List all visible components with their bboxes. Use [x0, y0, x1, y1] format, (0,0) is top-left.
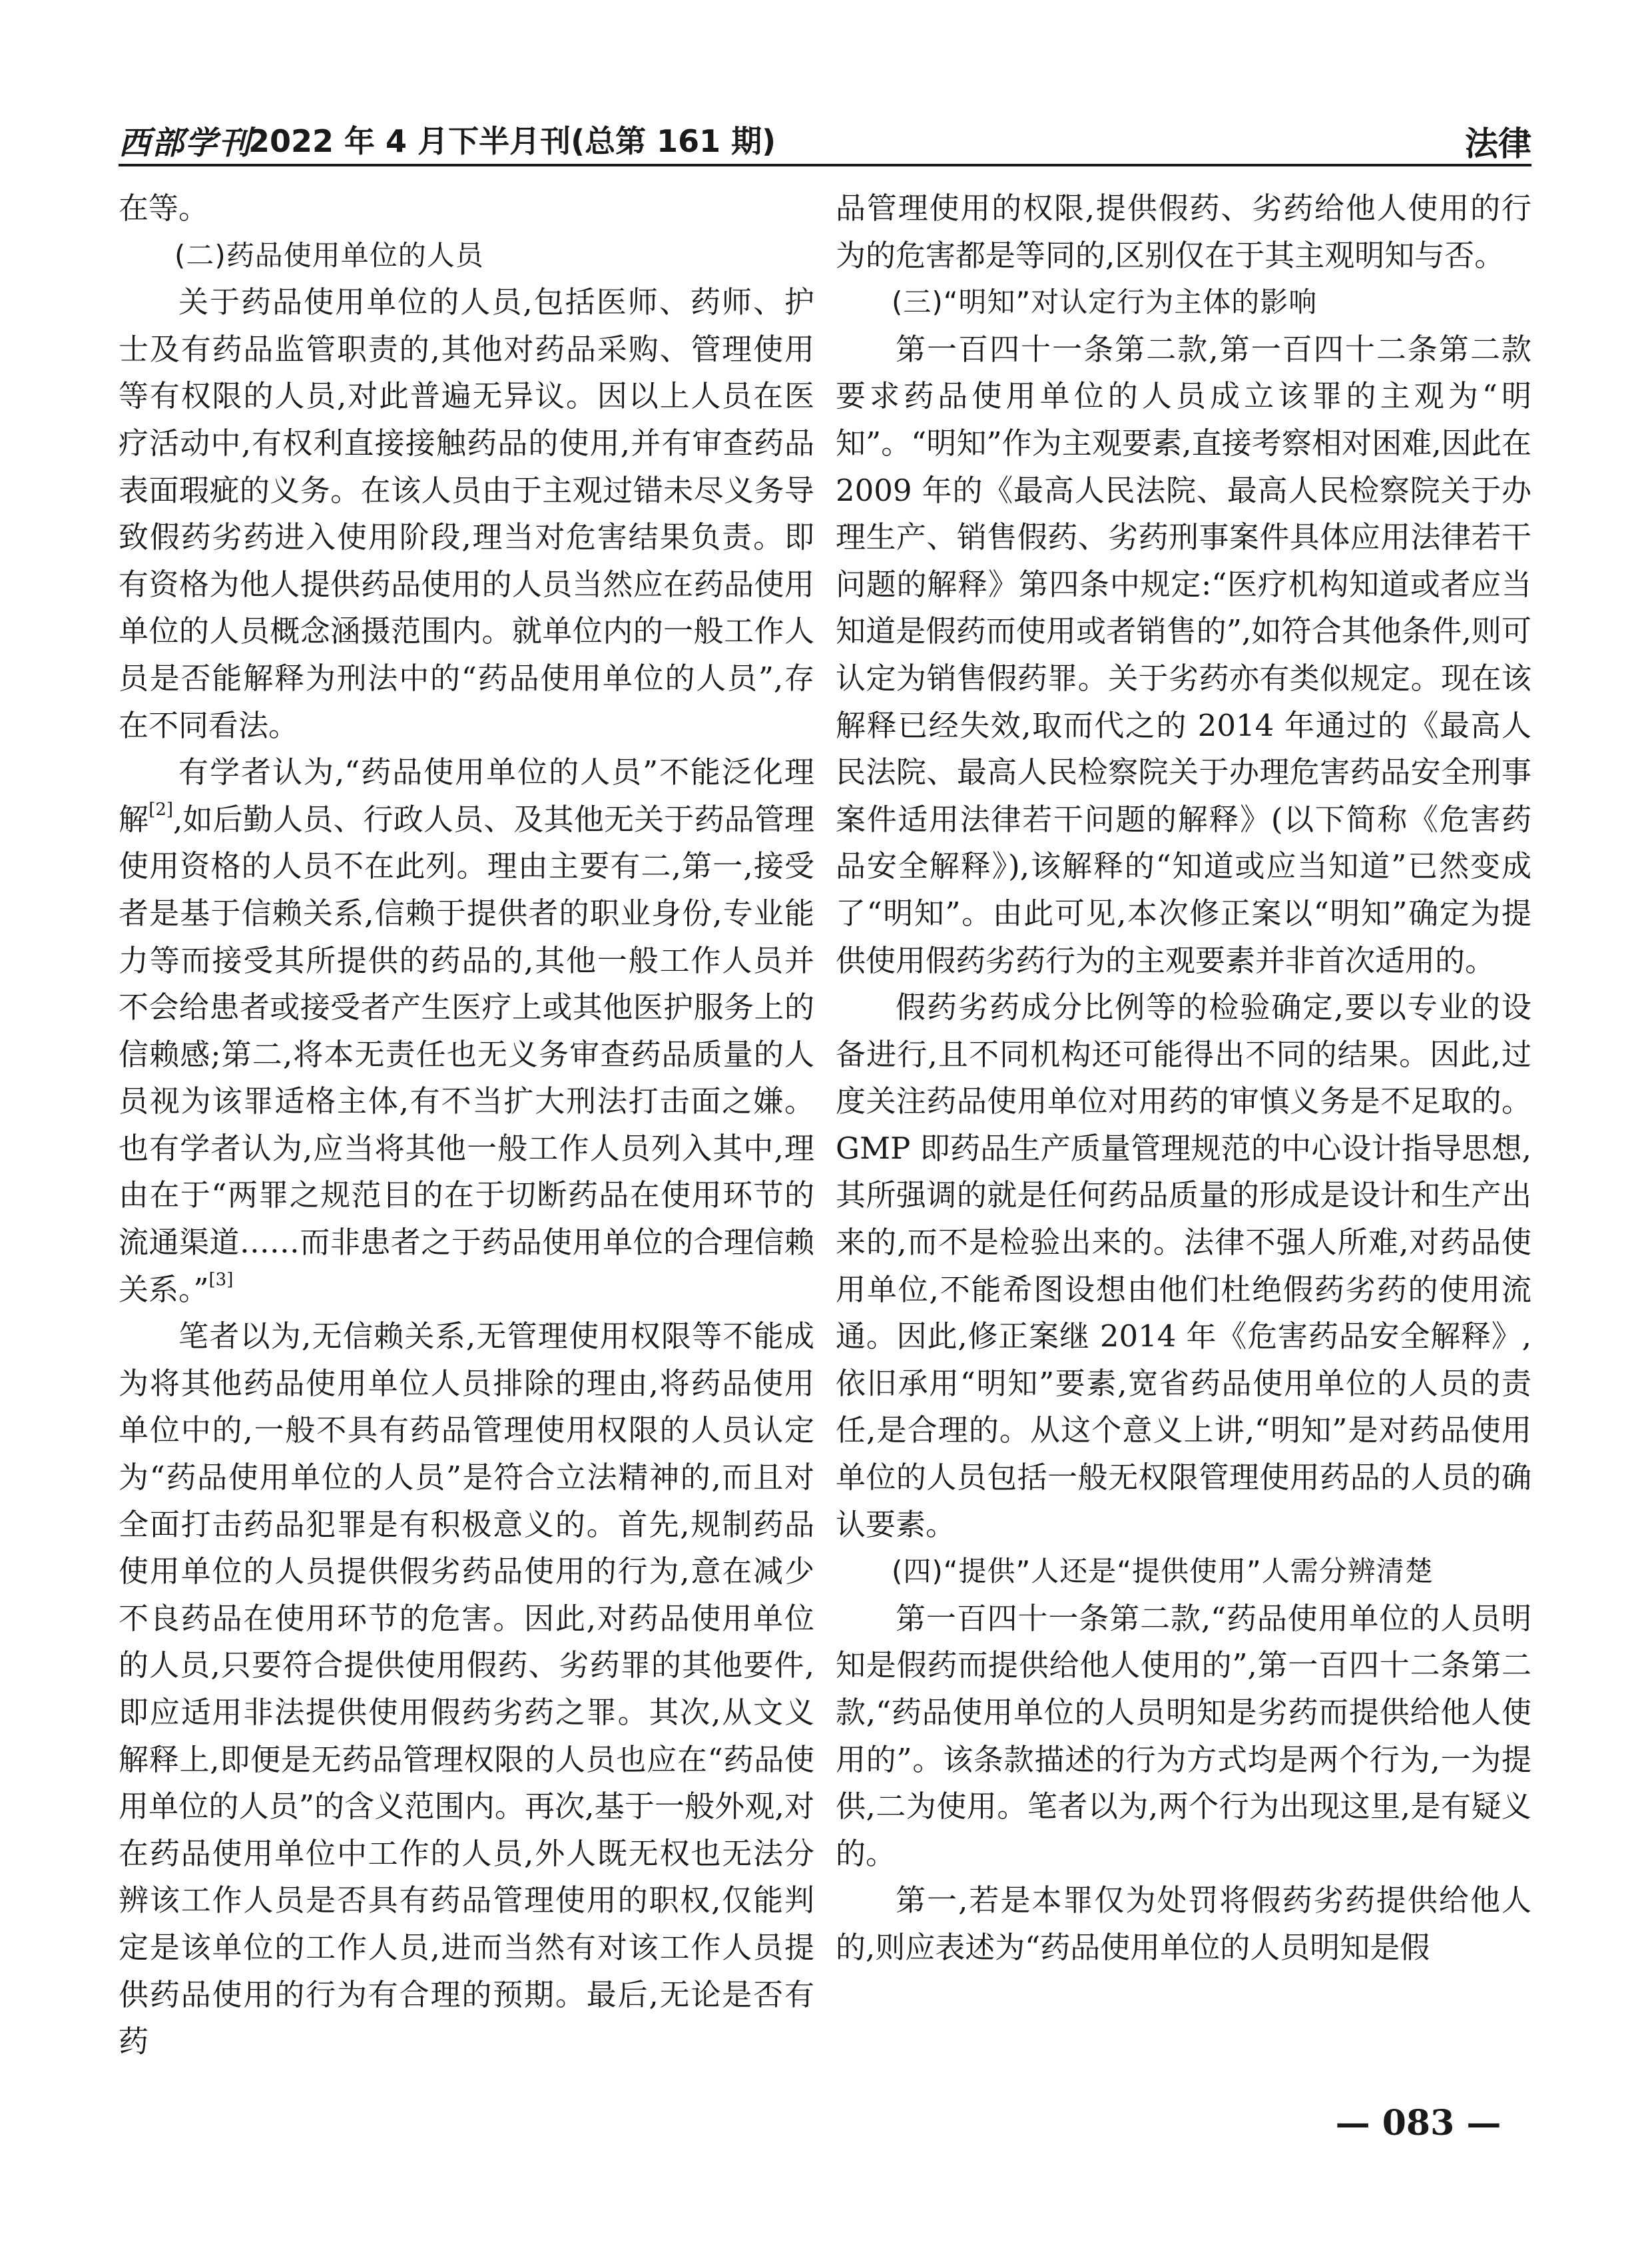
section-name: 法律	[1465, 125, 1531, 163]
citation: [3]	[208, 1269, 234, 1290]
subsection-heading: (二)药品使用单位的人员	[174, 238, 484, 272]
paragraph: 第一百四十一条第二款,“药品使用单位的人员明知是假药而提供给他人使用的”,第一百四十二条第二款,“药品使用单位的人员明知是劣药而提供给他人使用的”。该条款描述的行为方式均是两个行为,一为提供,二为使用。笔者以为,两个行为出现这里,是有疑义的。	[836, 1600, 1531, 1871]
subsection-heading: (三)“明知”对认定行为主体的影响	[892, 286, 1318, 319]
subsection-heading: (四)“提供”人还是“提供使用”人需分辨清楚	[892, 1555, 1434, 1588]
journal-logo: 西部学刊	[119, 125, 252, 162]
paragraph: 在等。	[119, 190, 209, 226]
paragraph: 关于药品使用单位的人员,包括医师、药师、护士及有药品监管职责的,其他对药品采购、管理使用等有权限的人员,对此普遍无异议。因以上人员在医疗活动中,有权利直接接触药品的使用,并有审查药品表面瑕疵的义务。在该人员由于主观过错未尽义务导致假药劣药进入使用阶段,理当对危害结果负责。即有资格为他人提供药品使用的人员当然应在药品使用单位的人员概念涵摄范围内。就单位内的一般工作人员是否能解释为刑法中的“药品使用单位的人员”,存在不同看法。	[119, 284, 814, 743]
paragraph: 第一,若是本罪仅为处罚将假药劣药提供给他人的,则应表述为“药品使用单位的人员明知是假	[836, 1882, 1531, 1965]
citation: [2]	[148, 799, 174, 820]
paragraph: 品管理使用的权限,提供假药、劣药给他人使用的行为的危害都是等同的,区别仅在于其主观明知与否。	[836, 190, 1531, 273]
paragraph: 假药劣药成分比例等的检验确定,要以专业的设备进行,且不同机构还可能得出不同的结果。因此,过度关注药品使用单位对用药的审慎义务是不足取的。GMP 即药品生产质量管理规范的中心设计指导思想,其所强调的就是任何药品质量的形成是设计和生产出来的,而不是检验出来的。法律不强人所难,对药品使用单位,不能希图设想由他们杜绝假药劣药的使用流通。因此,修正案继 2014 年《危害药品安全解释》,依旧承用“明知”要素,宽省药品使用单位的人员的责任,是合理的。从这个意义上讲,“明知”是对药品使用单位的人员包括一般无权限管理使用药品的人员的确认要素。	[836, 989, 1531, 1542]
page-number: — 083 —	[1335, 2103, 1502, 2143]
right-column	[836, 185, 1531, 1972]
running-header	[119, 112, 1531, 166]
paragraph: 有学者认为,“药品使用单位的人员”不能泛化理解[2],如后勤人员、行政人员、及其他无关于药品管理使用资格的人员不在此列。理由主要有二,第一,接受者是基于信赖关系,信赖于提供者的职业身份,专业能力等而接受其所提供的药品的,其他一般工作人员并不会给患者或接受者产生医疗上或其他医护服务上的信赖感;第二,将本无责任也无义务审查药品质量的人员视为该罪适格主体,有不当扩大刑法打击面之嫌。也有学者认为,应当将其他一般工作人员列入其中,理由在于“两罪之规范目的在于切断药品在使用环节的流通渠道……而非患者之于药品使用单位的合理信赖关系。”[3]	[119, 754, 814, 1307]
left-column	[119, 185, 814, 2066]
paragraph: 第一百四十一条第二款,第一百四十二条第二款要求药品使用单位的人员成立该罪的主观为“明知”。“明知”作为主观要素,直接考察相对困难,因此在 2009 年的《最高人民法院、最高人民检察院关于办理生产、销售假药、劣药刑事案件具体应用法律若干问题的解释》第四条中规定:“医疗机构知道或者应当知道是假药而使用或者销售的”,如符合其他条件,则可认定为销售假药罪。关于劣药亦有类似规定。现在该解释已经失效,取而代之的 2014 年通过的《最高人民法院、最高人民检察院关于办理危害药品安全刑事案件适用法律若干问题的解释》(以下简称《危害药品安全解释》),该解释的“知道或应当知道”已然变成了“明知”。由此可见,本次修正案以“明知”确定为提供使用假药劣药行为的主观要素并非首次适用的。	[836, 331, 1531, 978]
paragraph: 笔者以为,无信赖关系,无管理使用权限等不能成为将其他药品使用单位人员排除的理由,将药品使用单位中的,一般不具有药品管理使用权限的人员认定为“药品使用单位的人员”是符合立法精神的,而且对全面打击药品犯罪是有积极意义的。首先,规制药品使用单位的人员提供假劣药品使用的行为,意在减少不良药品在使用环节的危害。因此,对药品使用单位的人员,只要符合提供使用假药、劣药罪的其他要件,即应适用非法提供使用假药劣药之罪。其次,从文义解释上,即便是无药品管理权限的人员也应在“药品使用单位的人员”的含义范围内。再次,基于一般外观,对在药品使用单位中工作的人员,外人既无权也无法分辨该工作人员是否具有药品管理使用的职权,仅能判定是该单位的工作人员,进而当然有对该工作人员提供药品使用的行为有合理的预期。最后,无论是否有药	[119, 1318, 814, 2060]
issue-info: 2022 年 4 月下半月刊(总第 161 期)	[248, 123, 776, 159]
